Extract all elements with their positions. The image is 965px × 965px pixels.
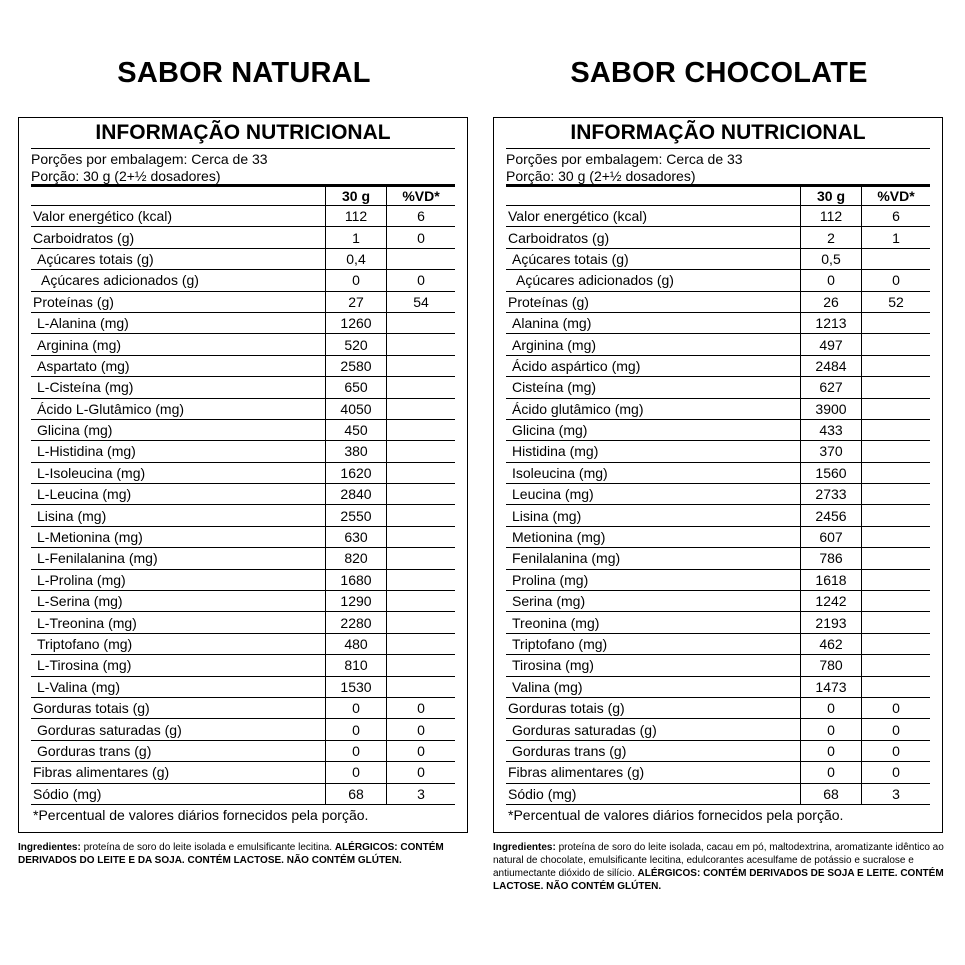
nutrient-vd — [862, 591, 931, 612]
table-row — [31, 697, 455, 718]
nutrient-amount: 112 — [326, 206, 387, 227]
table-row — [506, 334, 930, 355]
nutrient-vd — [387, 569, 456, 590]
table-row — [506, 270, 930, 291]
nutrient-name: Valor energético (kcal) — [31, 206, 326, 227]
nutrient-name: Gorduras saturadas (g) — [31, 719, 326, 740]
nutrient-name: Gorduras totais (g) — [506, 697, 801, 718]
nutrient-amount: 627 — [801, 377, 862, 398]
allergens-text: ALÉRGICOS: CONTÉM DERIVADOS DE SOJA E LEITE. CONTÉM LACTOSE. NÃO CONTÉM GLÚTEN. — [493, 868, 944, 892]
nutrient-vd: 6 — [862, 206, 931, 227]
nutrient-amount: 0 — [801, 762, 862, 783]
flavor-title: SABOR NATURAL — [117, 57, 371, 89]
nutrient-name: Gorduras totais (g) — [31, 697, 326, 718]
nutrient-vd — [862, 441, 931, 462]
nutrient-vd — [387, 441, 456, 462]
table-row — [31, 740, 455, 761]
ingredients-label: Ingredientes: — [18, 842, 81, 853]
flavor-title: SABOR CHOCOLATE — [570, 57, 868, 89]
table-row — [31, 291, 455, 312]
nutrient-vd: 0 — [387, 697, 456, 718]
nutrient-amount: 3900 — [801, 398, 862, 419]
portion-info — [506, 149, 930, 184]
nutrient-amount: 462 — [801, 633, 862, 654]
nutrient-name: Gorduras saturadas (g) — [506, 719, 801, 740]
nutrient-vd — [387, 591, 456, 612]
table-row — [506, 569, 930, 590]
table-row — [31, 676, 455, 697]
table-row — [506, 291, 930, 312]
nutrient-vd: 52 — [862, 291, 931, 312]
table-row — [31, 484, 455, 505]
table-row — [31, 441, 455, 462]
nutrient-name: Tirosina (mg) — [506, 655, 801, 676]
nutrient-vd — [862, 377, 931, 398]
nutrient-amount: 26 — [801, 291, 862, 312]
nutrient-amount: 480 — [326, 633, 387, 654]
table-row — [506, 248, 930, 269]
nutrient-name: Leucina (mg) — [506, 484, 801, 505]
nutrient-amount: 0 — [326, 697, 387, 718]
nutrient-vd: 0 — [387, 270, 456, 291]
nutrient-amount: 2484 — [801, 355, 862, 376]
table-row — [506, 719, 930, 740]
nutrient-name: Açúcares totais (g) — [31, 248, 326, 269]
nutrient-vd: 6 — [387, 206, 456, 227]
nutrient-vd — [387, 655, 456, 676]
nutrient-name: Aspartato (mg) — [31, 355, 326, 376]
table-header-row — [506, 186, 930, 206]
nutrient-amount: 433 — [801, 419, 862, 440]
nutrient-amount: 1290 — [326, 591, 387, 612]
footnote: *Percentual de valores diários fornecidos pela porção. — [506, 804, 930, 825]
table-row — [31, 270, 455, 291]
nutrient-name: Valina (mg) — [506, 676, 801, 697]
nutrient-amount: 2280 — [326, 612, 387, 633]
table-row — [506, 676, 930, 697]
nutrient-name: L-Metionina (mg) — [31, 526, 326, 547]
nutrient-name: Açúcares adicionados (g) — [506, 270, 801, 291]
header-blank — [31, 186, 326, 206]
nutrient-vd — [862, 312, 931, 333]
table-row — [506, 377, 930, 398]
nutrition-label — [493, 117, 943, 833]
table-row — [31, 505, 455, 526]
nutrient-vd: 0 — [387, 719, 456, 740]
nutrition-label — [18, 117, 468, 833]
table-row — [31, 398, 455, 419]
nutrient-name: Ácido aspártico (mg) — [506, 355, 801, 376]
nutrient-vd: 1 — [862, 227, 931, 248]
nutrient-name: Sódio (mg) — [506, 783, 801, 804]
nutrient-name: L-Fenilalanina (mg) — [31, 548, 326, 569]
nutrient-vd: 0 — [387, 762, 456, 783]
nutrient-vd — [387, 355, 456, 376]
table-row — [506, 591, 930, 612]
table-row — [506, 633, 930, 654]
nutrient-vd — [862, 548, 931, 569]
portion-info — [31, 149, 455, 184]
nutrient-amount: 780 — [801, 655, 862, 676]
table-row — [31, 355, 455, 376]
nutrient-name: Alanina (mg) — [506, 312, 801, 333]
nutrient-name: Cisteína (mg) — [506, 377, 801, 398]
nutrient-name: Fibras alimentares (g) — [31, 762, 326, 783]
nutrient-name: L-Treonina (mg) — [31, 612, 326, 633]
nutrient-vd — [862, 419, 931, 440]
table-row — [31, 312, 455, 333]
nutrient-amount: 68 — [326, 783, 387, 804]
ingredients-text: proteína de soro do leite isolada, cacau em pó, maltodextrina, aromatizante idêntico ao natural de chocolate, emulsificante lecitina, edulcorantes acesulfame de potássio e sucralose e antiumectante dióxido de silício. — [493, 842, 944, 879]
nutrient-name: Açúcares adicionados (g) — [31, 270, 326, 291]
nutrient-amount: 0,5 — [801, 248, 862, 269]
nutrient-amount: 1473 — [801, 676, 862, 697]
nutrient-name: Prolina (mg) — [506, 569, 801, 590]
nutrient-amount: 68 — [801, 783, 862, 804]
nutrient-vd — [862, 462, 931, 483]
header-vd: %VD* — [862, 186, 931, 206]
nutrient-name: L-Alanina (mg) — [31, 312, 326, 333]
nutrient-vd — [387, 334, 456, 355]
table-row — [31, 633, 455, 654]
table-header-row — [31, 186, 455, 206]
nutrient-amount: 650 — [326, 377, 387, 398]
table-row — [506, 419, 930, 440]
nutrient-amount: 450 — [326, 419, 387, 440]
nutrient-amount: 2840 — [326, 484, 387, 505]
table-row — [31, 762, 455, 783]
nutrition-table — [31, 184, 455, 804]
table-row — [31, 569, 455, 590]
nutrient-amount: 820 — [326, 548, 387, 569]
nutrient-name: Proteínas (g) — [31, 291, 326, 312]
nutrient-amount: 0 — [326, 719, 387, 740]
nutrient-vd — [387, 505, 456, 526]
nutrient-name: Valor energético (kcal) — [506, 206, 801, 227]
nutrient-amount: 1 — [326, 227, 387, 248]
nutrient-vd — [862, 484, 931, 505]
nutrient-amount: 0 — [326, 762, 387, 783]
nutrient-vd — [387, 462, 456, 483]
nutrient-name: L-Tirosina (mg) — [31, 655, 326, 676]
label-title: INFORMAÇÃO NUTRICIONAL — [506, 118, 930, 149]
nutrient-name: L-Cisteína (mg) — [31, 377, 326, 398]
nutrient-vd — [387, 548, 456, 569]
table-row — [31, 591, 455, 612]
nutrient-name: L-Prolina (mg) — [31, 569, 326, 590]
table-row — [506, 312, 930, 333]
nutrient-amount: 607 — [801, 526, 862, 547]
nutrient-amount: 1620 — [326, 462, 387, 483]
nutrient-amount: 1242 — [801, 591, 862, 612]
table-row — [506, 462, 930, 483]
nutrition-table — [506, 184, 930, 804]
table-row — [31, 462, 455, 483]
nutrient-vd — [387, 526, 456, 547]
nutrient-name: L-Isoleucina (mg) — [31, 462, 326, 483]
portion-size: Porção: 30 g (2+½ dosadores) — [31, 168, 221, 184]
nutrient-amount: 2193 — [801, 612, 862, 633]
table-row — [506, 740, 930, 761]
table-row — [506, 505, 930, 526]
nutrient-amount: 0 — [326, 740, 387, 761]
table-row — [31, 334, 455, 355]
nutrient-vd — [862, 633, 931, 654]
nutrient-amount: 1260 — [326, 312, 387, 333]
nutrient-vd — [387, 419, 456, 440]
nutrient-vd — [387, 398, 456, 419]
ingredients-text: proteína de soro do leite isolada e emulsificante lecitina. — [80, 842, 335, 853]
nutrient-name: Sódio (mg) — [31, 783, 326, 804]
nutrient-amount: 370 — [801, 441, 862, 462]
nutrient-amount: 27 — [326, 291, 387, 312]
nutrient-vd — [862, 505, 931, 526]
nutrient-vd: 3 — [862, 783, 931, 804]
nutrient-name: Fenilalanina (mg) — [506, 548, 801, 569]
nutrient-name: Carboidratos (g) — [506, 227, 801, 248]
nutrient-name: Arginina (mg) — [506, 334, 801, 355]
nutrient-name: Arginina (mg) — [31, 334, 326, 355]
nutrient-name: L-Histidina (mg) — [31, 441, 326, 462]
table-row — [506, 612, 930, 633]
table-row — [31, 548, 455, 569]
table-row — [31, 526, 455, 547]
nutrient-vd — [387, 377, 456, 398]
nutrient-vd: 0 — [387, 740, 456, 761]
nutrient-name: Treonina (mg) — [506, 612, 801, 633]
nutrient-name: Lisina (mg) — [31, 505, 326, 526]
nutrient-vd: 0 — [862, 740, 931, 761]
header-vd: %VD* — [387, 186, 456, 206]
nutrient-amount: 630 — [326, 526, 387, 547]
table-row — [506, 355, 930, 376]
nutrient-amount: 0 — [801, 270, 862, 291]
nutrient-vd: 54 — [387, 291, 456, 312]
nutrient-vd — [862, 334, 931, 355]
table-row — [31, 719, 455, 740]
nutrient-vd: 0 — [862, 719, 931, 740]
ingredients — [493, 841, 945, 893]
label-title: INFORMAÇÃO NUTRICIONAL — [31, 118, 455, 149]
table-row — [31, 655, 455, 676]
header-amount: 30 g — [326, 186, 387, 206]
nutrient-name: Ácido L-Glutâmico (mg) — [31, 398, 326, 419]
table-row — [506, 697, 930, 718]
nutrient-name: Lisina (mg) — [506, 505, 801, 526]
nutrient-vd — [387, 633, 456, 654]
nutrient-amount: 112 — [801, 206, 862, 227]
nutrient-amount: 0 — [326, 270, 387, 291]
nutrient-vd: 0 — [387, 227, 456, 248]
table-row — [31, 612, 455, 633]
portions-per-package: Porções por embalagem: Cerca de 33 — [31, 151, 268, 167]
nutrient-name: L-Valina (mg) — [31, 676, 326, 697]
table-row — [506, 206, 930, 227]
nutrient-vd: 0 — [862, 270, 931, 291]
nutrient-name: Açúcares totais (g) — [506, 248, 801, 269]
nutrient-amount: 810 — [326, 655, 387, 676]
nutrient-name: Fibras alimentares (g) — [506, 762, 801, 783]
nutrient-vd: 0 — [862, 762, 931, 783]
nutrient-amount: 1530 — [326, 676, 387, 697]
nutrient-name: Ácido glutâmico (mg) — [506, 398, 801, 419]
nutrient-amount: 497 — [801, 334, 862, 355]
nutrient-vd — [862, 398, 931, 419]
nutrient-amount: 786 — [801, 548, 862, 569]
portions-per-package: Porções por embalagem: Cerca de 33 — [506, 151, 743, 167]
table-row — [31, 206, 455, 227]
table-row — [31, 377, 455, 398]
nutrient-name: Proteínas (g) — [506, 291, 801, 312]
nutrient-amount: 4050 — [326, 398, 387, 419]
table-row — [31, 248, 455, 269]
nutrient-name: Metionina (mg) — [506, 526, 801, 547]
nutrient-amount: 1618 — [801, 569, 862, 590]
nutrient-vd — [862, 612, 931, 633]
table-row — [506, 227, 930, 248]
table-row — [506, 655, 930, 676]
table-row — [506, 526, 930, 547]
nutrient-name: Carboidratos (g) — [31, 227, 326, 248]
nutrient-amount: 1560 — [801, 462, 862, 483]
nutrient-name: Isoleucina (mg) — [506, 462, 801, 483]
nutrient-vd — [387, 612, 456, 633]
footnote: *Percentual de valores diários fornecidos pela porção. — [31, 804, 455, 825]
table-row — [31, 227, 455, 248]
nutrient-amount: 1680 — [326, 569, 387, 590]
nutrient-name: Serina (mg) — [506, 591, 801, 612]
nutrient-vd — [862, 355, 931, 376]
nutrient-vd: 0 — [862, 697, 931, 718]
nutrient-name: Glicina (mg) — [506, 419, 801, 440]
nutrient-name: Gorduras trans (g) — [31, 740, 326, 761]
header-blank — [506, 186, 801, 206]
nutrient-vd — [862, 248, 931, 269]
table-row — [31, 783, 455, 804]
nutrient-vd — [862, 526, 931, 547]
nutrient-amount: 2550 — [326, 505, 387, 526]
nutrient-vd: 3 — [387, 783, 456, 804]
table-row — [506, 398, 930, 419]
header-amount: 30 g — [801, 186, 862, 206]
nutrient-name: Triptofano (mg) — [506, 633, 801, 654]
nutrient-vd — [862, 569, 931, 590]
nutrient-vd — [387, 484, 456, 505]
table-row — [31, 419, 455, 440]
nutrient-name: L-Serina (mg) — [31, 591, 326, 612]
nutrient-name: Glicina (mg) — [31, 419, 326, 440]
table-row — [506, 783, 930, 804]
nutrient-amount: 2456 — [801, 505, 862, 526]
nutrient-amount: 2733 — [801, 484, 862, 505]
nutrient-vd — [387, 676, 456, 697]
nutrient-amount: 520 — [326, 334, 387, 355]
ingredients-label: Ingredientes: — [493, 842, 556, 853]
nutrient-name: L-Leucina (mg) — [31, 484, 326, 505]
table-row — [506, 548, 930, 569]
nutrient-amount: 0 — [801, 740, 862, 761]
nutrient-amount: 2580 — [326, 355, 387, 376]
nutrient-amount: 0,4 — [326, 248, 387, 269]
nutrient-vd — [862, 655, 931, 676]
nutrient-vd — [862, 676, 931, 697]
allergens-text: ALÉRGICOS: CONTÉM DERIVADOS DO LEITE E DA SOJA. CONTÉM LACTOSE. NÃO CONTÉM GLÚTEN. — [18, 842, 444, 866]
nutrient-amount: 380 — [326, 441, 387, 462]
nutrient-amount: 1213 — [801, 312, 862, 333]
nutrient-vd — [387, 248, 456, 269]
portion-size: Porção: 30 g (2+½ dosadores) — [506, 168, 696, 184]
nutrient-name: Gorduras trans (g) — [506, 740, 801, 761]
nutrient-name: Triptofano (mg) — [31, 633, 326, 654]
table-row — [506, 762, 930, 783]
nutrient-amount: 0 — [801, 719, 862, 740]
nutrient-vd — [387, 312, 456, 333]
table-row — [506, 484, 930, 505]
nutrient-name: Histidina (mg) — [506, 441, 801, 462]
ingredients — [18, 841, 470, 867]
nutrient-amount: 0 — [801, 697, 862, 718]
table-row — [506, 441, 930, 462]
nutrient-amount: 2 — [801, 227, 862, 248]
